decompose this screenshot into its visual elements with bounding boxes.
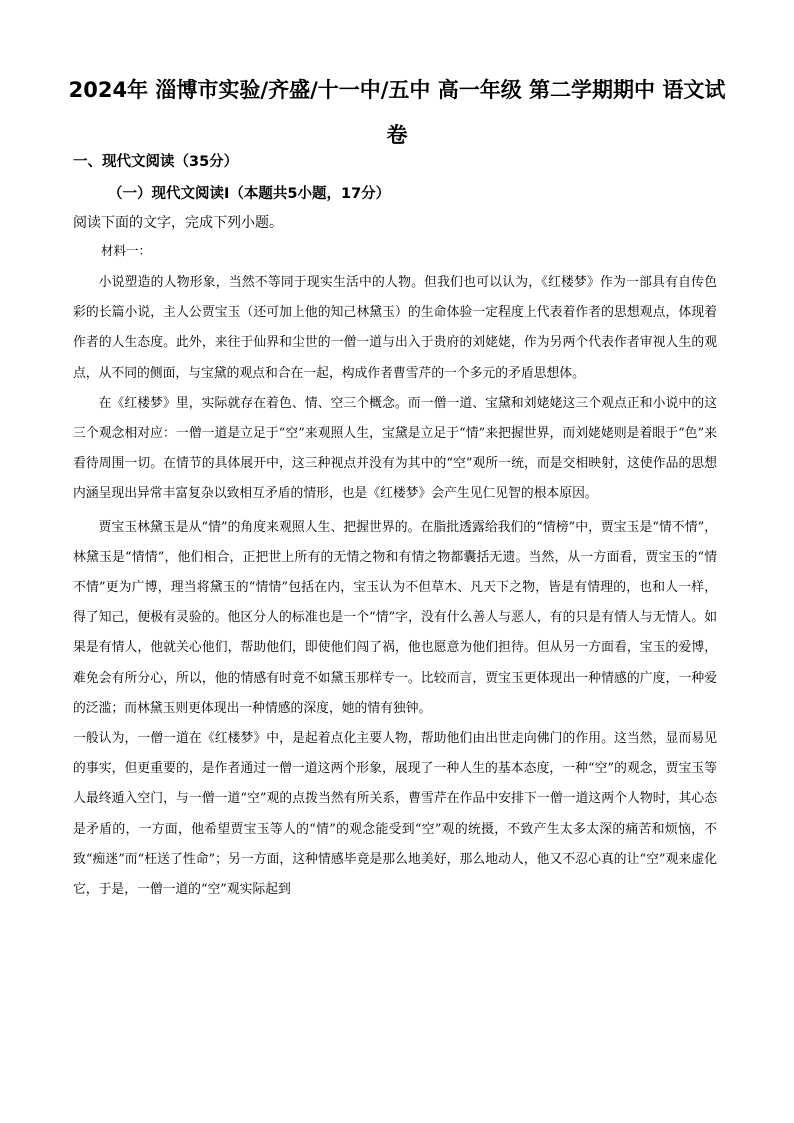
passage-body <box>73 268 717 905</box>
paragraph: 在《红楼梦》里，实际就存在着色、情、空三个概念。而一僧一道、宝黛和刘姥姥这三个观点正和小说中的这三个观念相对应：一僧一道是立足于“空”来观照人生，宝黛是立足于“情”来把握世界，而刘姥姥则是着眼于“色”来看待周围一切。在情节的具体展开中，这三种视点并没有为其中的“空”观所一统，而是交相映射，这使作品的思想内涵呈现出异常丰富复杂以致相互矛盾的情形，也是《红楼梦》会产生见仁见智的根本原因。 <box>73 395 717 502</box>
reading-instruction: 阅读下面的文字，完成下列小题。 <box>73 215 283 231</box>
document-title: 2024年 淄博市实验/齐盛/十一中/五中 高一年级 第二学期期中 语文试卷 <box>68 78 726 147</box>
paragraph: 一般认为，一僧一道在《红楼梦》中，是起着点化主要人物，帮助他们由出世走向佛门的作用。这当然，显而易见的事实，但更重要的，是作者通过一僧一道这两个形象，展现了一种人生的基本态度，一种“空”的观念，贾宝玉等人最终遁入空门，与一僧一道“空”观的点拨当然有所关系，曹雪芹在作品中安排下一僧一道这两个人物时，其心态是矛盾的，一方面，他希望贾宝玉等人的“情”的观念能受到“空”观的统摄，不致产生太多太深的痛苦和烦恼，不致“痴迷”而“枉送了性命”；另一方面，这种情感毕竟是那么地美好，那么地动人，他又不忍心真的让“空”观来虚化它，于是，一僧一道的“空”观实际起到 <box>73 731 717 898</box>
subsection-heading: （一）现代文阅读Ⅰ（本题共5小题，17分） <box>108 186 391 202</box>
paragraph: 小说塑造的人物形象，当然不等同于现实生活中的人物。但我们也可以认为，《红楼梦》作为一部具有自传色彩的长篇小说，主人公贾宝玉（还可加上他的知己林黛玉）的生命体验一定程度上代表着作者的思想观点，体现着作者的人生态度。此外，来往于仙界和尘世的一僧一道与出入于贵府的刘姥姥，作为另两个代表作者审视人生的观点，从不同的侧面，与宝黛的观点和合在一起，构成作者曹雪芹的一个多元的矛盾思想体。 <box>73 275 717 381</box>
paragraph: 贾宝玉林黛玉是从“情”的角度来观照人生、把握世界的。在脂批透露给我们的“情榜”中，贾宝玉是“情不情”，林黛玉是“情情”，他们相合，正把世上所有的无情之物和有情之物都囊括无遗。当然，从一方面看，贾宝玉的“情不情”更为广博，理当将黛玉的“情情”包括在内，宝玉认为不但草木、凡天下之物，皆是有情理的，也和人一样，得了知己，便极有灵验的。他区分人的标准也是一个“情”字，没有什么善人与恶人，有的只是有情人与无情人。如果是有情人，他就关心他们，帮助他们，即使他们闯了祸，他也愿意为他们担待。但从另一方面看，宝玉的爱博，难免会有所分心，所以，他的情感有时竟不如黛玉那样专一。比较而言，贾宝玉更体现出一种情感的广度，一种爱的泛滥；而林黛玉则更体现出一种情感的深度，她的情有独钟。 <box>73 519 717 716</box>
section-heading: 一、现代文阅读（35分） <box>73 154 239 170</box>
material-label: 材料一： <box>101 243 152 258</box>
